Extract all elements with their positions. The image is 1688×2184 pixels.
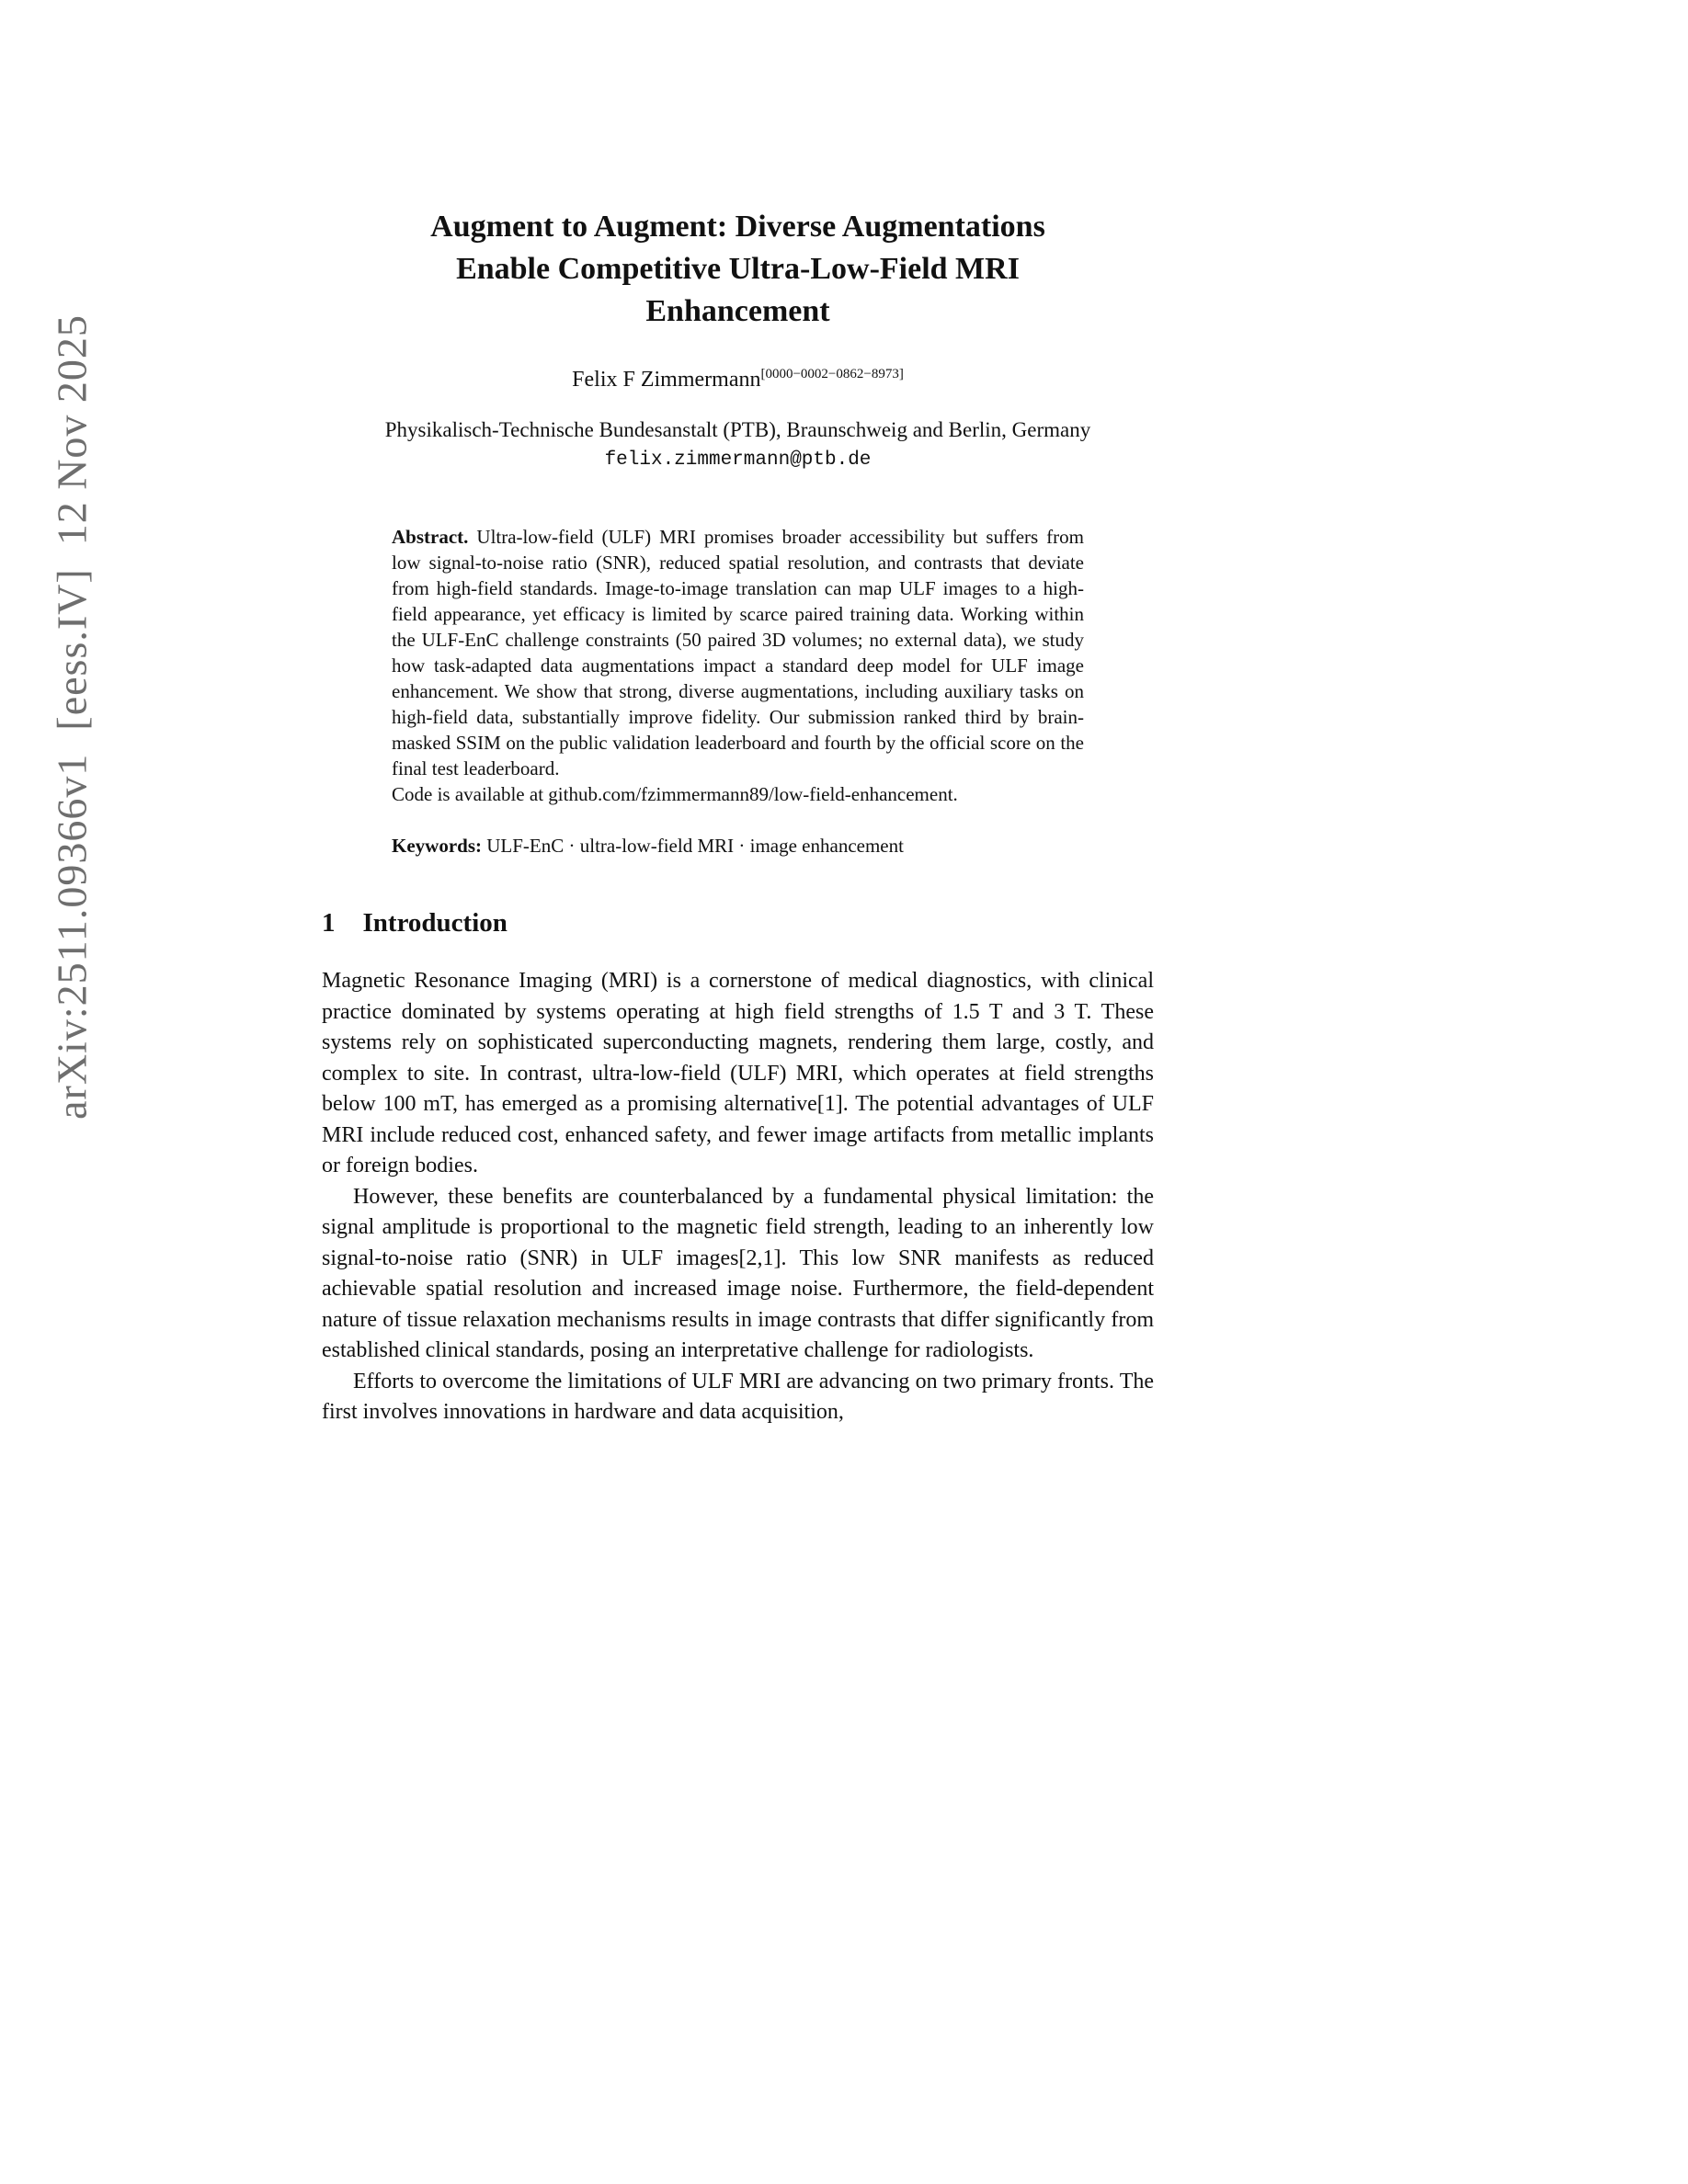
section-number: 1 <box>322 908 336 938</box>
paragraph-introduction-3: Efforts to overcome the limitations of ULF MRI are advancing on two primary fronts. The first involves innovations in hardware and data acquisition, <box>322 1369 1154 1424</box>
paragraph-introduction-2: However, these benefits are counterbalanced by a fundamental physical limitation: the signal amplitude is proportional to the magnetic field strength, leading to an inherently low signal-to-noise ratio (SNR) in ULF images[2,1]. This low SNR manifests as reduced achievable spatial resolution and increased image noise. Furthermore, the field-dependent nature of tissue relaxation mechanisms results in image contrasts that differ significantly from established clinical standards, posing an interpretative challenge for radiologists. <box>322 1184 1154 1362</box>
section-heading-introduction <box>322 908 1154 938</box>
paper-title-line-1: Augment to Augment: Diverse Augmentations <box>430 210 1045 244</box>
paper-title-line-3: Enhancement <box>645 294 830 328</box>
affiliation: Physikalisch-Technische Bundesanstalt (PTB), Braunschweig and Berlin, Germany <box>384 418 1091 441</box>
keywords-text: ULF-EnC · ultra-low-field MRI · image enhancement <box>486 835 904 857</box>
keywords <box>392 833 1084 859</box>
author-line <box>322 368 1154 392</box>
author-name: Felix F Zimmermann <box>572 368 761 392</box>
author-email: felix.zimmermann@ptb.de <box>604 449 872 471</box>
code-availability: Code is available at github.com/fzimmermann89/low-field-enhancement. <box>392 783 958 805</box>
arxiv-watermark: arXiv:2511.09366v1 [eess.IV] 12 Nov 2025 <box>48 314 96 1120</box>
paragraph-introduction-1: Magnetic Resonance Imaging (MRI) is a cornerstone of medical diagnostics, with clinical practice dominated by systems operating at high field strengths of 1.5 T and 3 T. These systems rely on sophisticated superconducting magnets, rendering them large, costly, and complex to site. In contrast, ultra-low-field (ULF) MRI, which operates at field strengths below 100 mT, has emerged as a promising alternative[1]. The potential advantages of ULF MRI include reduced cost, enhanced safety, and fewer image artifacts from metallic implants or foreign bodies. <box>322 969 1154 1177</box>
abstract <box>392 524 1084 781</box>
keywords-label: Keywords: <box>392 835 482 857</box>
paper-title <box>322 206 1154 333</box>
abstract-label: Abstract. <box>392 526 469 548</box>
abstract-text: Ultra-low-field (ULF) MRI promises broader accessibility but suffers from low signal-to-noise ratio (SNR), reduced spatial resolution, and contrasts that deviate from high-field standards. Image-to-image translation can map ULF images to a high-field appearance, yet efficacy is limited by scarce paired training data. Working within the ULF-EnC challenge constraints (50 paired 3D volumes; no external data), we study how task-adapted data augmentations impact a standard deep model for ULF image enhancement. We show that strong, diverse augmentations, including auxiliary tasks on high-field data, substantially improve fidelity. Our submission ranked third by brain-masked SSIM on the public validation leaderboard and fourth by the official score on the final test leaderboard. <box>392 526 1084 779</box>
author-orcid: [0000−0002−0862−8973] <box>760 367 904 381</box>
paper-content <box>322 206 1154 1428</box>
section-title: Introduction <box>362 908 508 938</box>
paper-title-line-2: Enable Competitive Ultra-Low-Field MRI <box>456 252 1020 286</box>
